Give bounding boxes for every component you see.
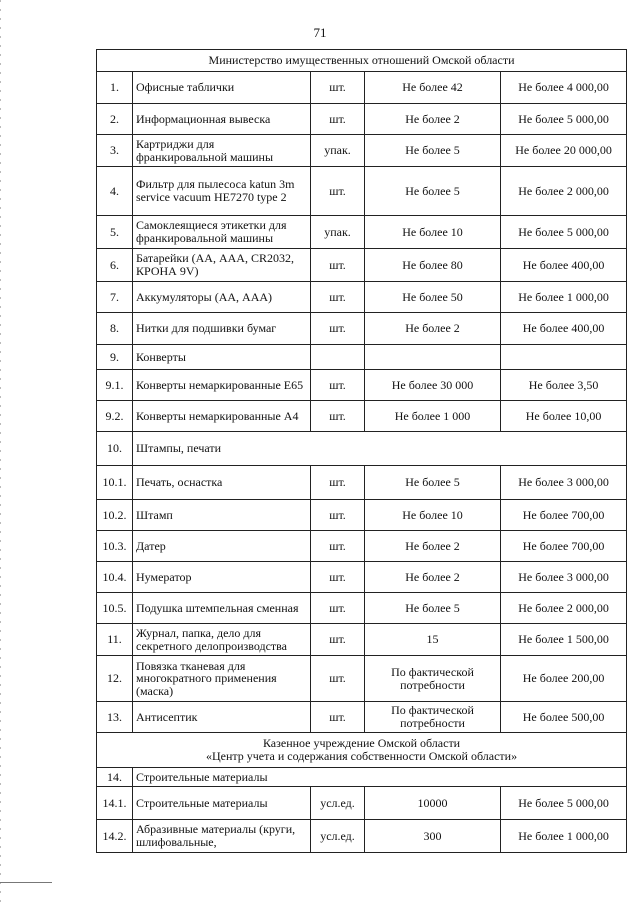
item-unit: шт.: [311, 282, 365, 313]
section-title-line: «Центр учета и содержания собственности Омской области»: [205, 749, 518, 763]
item-unit: упак.: [311, 216, 365, 249]
item-name: Подушка штемпельная сменная: [133, 593, 311, 624]
section-header-row: [97, 50, 627, 72]
item-unit: шт.: [311, 702, 365, 733]
table-row: [97, 216, 627, 249]
section-title: [97, 733, 627, 768]
table-row: [97, 345, 627, 370]
row-number: 6.: [97, 249, 133, 282]
subsection-title: Строительные материалы: [133, 768, 627, 787]
item-unit: усл.ед.: [311, 820, 365, 853]
item-unit: упак.: [311, 135, 365, 167]
item-price: Не более 700,00: [501, 531, 627, 562]
table-row: [97, 401, 627, 432]
item-quantity: Не более 5: [365, 135, 501, 167]
item-quantity: Не более 10: [365, 216, 501, 249]
table-row: [97, 820, 627, 853]
item-quantity: Не более 80: [365, 249, 501, 282]
item-price: Не более 3 000,00: [501, 562, 627, 593]
table-row: [97, 466, 627, 500]
subsection-title: Штампы, печати: [133, 432, 627, 466]
row-number: 10.5.: [97, 593, 133, 624]
item-price: Не более 4 000,00: [501, 72, 627, 104]
section-title: Министерство имущественных отношений Омской области: [97, 50, 627, 72]
table-row: [97, 72, 627, 104]
row-number: 9.1.: [97, 370, 133, 401]
section-header-row: [97, 733, 627, 768]
item-unit: усл.ед.: [311, 787, 365, 820]
item-price: Не более 5 000,00: [501, 216, 627, 249]
section-title-line: Казенное учреждение Омской области: [262, 736, 461, 751]
item-name: Картриджи для франкировальной машины: [133, 135, 311, 167]
item-name: Абразивные материалы (круги, шлифовальные,: [133, 820, 311, 853]
page-number: 71: [313, 25, 327, 40]
item-name: Антисептик: [133, 702, 311, 733]
table-row: [97, 135, 627, 167]
item-quantity: Не более 30 000: [365, 370, 501, 401]
item-price: Не более 400,00: [501, 313, 627, 345]
item-price: Не более 10,00: [501, 401, 627, 432]
item-unit: шт.: [311, 72, 365, 104]
row-number: 10.1.: [97, 466, 133, 500]
table-row: [97, 702, 627, 733]
scan-edge-mark: [0, 0, 1, 905]
item-name: Штамп: [133, 500, 311, 531]
row-number: 14.2.: [97, 820, 133, 853]
table-row: [97, 531, 627, 562]
row-number: 12.: [97, 656, 133, 702]
table-row: [97, 768, 627, 787]
item-name: Аккумуляторы (АА, ААА): [133, 282, 311, 313]
row-number: 10.3.: [97, 531, 133, 562]
table-row: [97, 562, 627, 593]
row-number: 9.: [97, 345, 133, 370]
item-quantity: Не более 50: [365, 282, 501, 313]
item-unit: шт.: [311, 466, 365, 500]
row-number: 2.: [97, 104, 133, 135]
item-quantity: Не более 2: [365, 313, 501, 345]
procurement-table: [96, 49, 627, 853]
item-price: Не более 400,00: [501, 249, 627, 282]
item-name: Конверты немаркированные А4: [133, 401, 311, 432]
row-number: 10.4.: [97, 562, 133, 593]
item-price: [501, 345, 627, 370]
item-price: Не более 2 000,00: [501, 167, 627, 216]
table-body: [97, 50, 627, 853]
row-number: 14.1.: [97, 787, 133, 820]
row-number: 7.: [97, 282, 133, 313]
row-number: 11.: [97, 624, 133, 656]
item-price: Не более 1 000,00: [501, 282, 627, 313]
item-unit: шт.: [311, 562, 365, 593]
item-quantity: Не более 5: [365, 466, 501, 500]
item-price: Не более 20 000,00: [501, 135, 627, 167]
item-unit: шт.: [311, 624, 365, 656]
item-price: Не более 3,50: [501, 370, 627, 401]
item-quantity: По фактической потребности: [365, 702, 501, 733]
table-row: [97, 500, 627, 531]
item-unit: шт.: [311, 167, 365, 216]
table-row: [97, 282, 627, 313]
row-number: 1.: [97, 72, 133, 104]
table-row: [97, 370, 627, 401]
row-number: 4.: [97, 167, 133, 216]
row-number: 3.: [97, 135, 133, 167]
item-price: Не более 5 000,00: [501, 104, 627, 135]
item-unit: шт.: [311, 593, 365, 624]
item-quantity: 10000: [365, 787, 501, 820]
table-row: [97, 313, 627, 345]
item-quantity: 300: [365, 820, 501, 853]
table-row: [97, 432, 627, 466]
row-number: 8.: [97, 313, 133, 345]
item-quantity: Не более 5: [365, 167, 501, 216]
table-row: [97, 249, 627, 282]
item-name: Информационная вывеска: [133, 104, 311, 135]
item-name: Фильтр для пылесоса katun 3m service vacuum HE7270 type 2: [133, 167, 311, 216]
item-unit: шт.: [311, 500, 365, 531]
row-number: 5.: [97, 216, 133, 249]
item-quantity: Не более 2: [365, 531, 501, 562]
scan-bottom-mark: [0, 882, 52, 883]
item-price: Не более 500,00: [501, 702, 627, 733]
item-name: Повязка тканевая для многократного применения (маска): [133, 656, 311, 702]
item-quantity: По фактической потребности: [365, 656, 501, 702]
item-quantity: Не более 2: [365, 104, 501, 135]
item-unit: шт.: [311, 656, 365, 702]
item-price: Не более 5 000,00: [501, 787, 627, 820]
item-name: Нитки для подшивки бумаг: [133, 313, 311, 345]
item-name: Нумератор: [133, 562, 311, 593]
item-name: Конверты немаркированные Е65: [133, 370, 311, 401]
item-name: Батарейки (АА, ААА, CR2032, КРОНА 9V): [133, 249, 311, 282]
item-quantity: Не более 1 000: [365, 401, 501, 432]
item-quantity: [365, 345, 501, 370]
item-unit: шт.: [311, 531, 365, 562]
item-name: Строительные материалы: [133, 787, 311, 820]
item-price: Не более 3 000,00: [501, 466, 627, 500]
item-unit: шт.: [311, 313, 365, 345]
item-name: Офисные таблички: [133, 72, 311, 104]
row-number: 14.: [97, 768, 133, 787]
item-price: Не более 200,00: [501, 656, 627, 702]
item-name: Журнал, папка, дело для секретного делопроизводства: [133, 624, 311, 656]
item-price: Не более 2 000,00: [501, 593, 627, 624]
table-row: [97, 167, 627, 216]
item-quantity: 15: [365, 624, 501, 656]
row-number: 10.: [97, 432, 133, 466]
item-quantity: Не более 2: [365, 562, 501, 593]
item-name: Датер: [133, 531, 311, 562]
table-row: [97, 787, 627, 820]
item-price: Не более 1 500,00: [501, 624, 627, 656]
item-name: Самоклеящиеся этикетки для франкировальной машины: [133, 216, 311, 249]
row-number: 13.: [97, 702, 133, 733]
item-price: Не более 700,00: [501, 500, 627, 531]
item-quantity: Не более 42: [365, 72, 501, 104]
item-unit: шт.: [311, 249, 365, 282]
item-name: Конверты: [133, 345, 311, 370]
table-row: [97, 656, 627, 702]
item-name: Печать, оснастка: [133, 466, 311, 500]
row-number: 9.2.: [97, 401, 133, 432]
item-price: Не более 1 000,00: [501, 820, 627, 853]
row-number: 10.2.: [97, 500, 133, 531]
table-row: [97, 624, 627, 656]
item-quantity: Не более 10: [365, 500, 501, 531]
table-row: [97, 593, 627, 624]
item-quantity: Не более 5: [365, 593, 501, 624]
item-unit: шт.: [311, 370, 365, 401]
table-row: [97, 104, 627, 135]
item-unit: шт.: [311, 104, 365, 135]
item-unit: шт.: [311, 401, 365, 432]
item-unit: [311, 345, 365, 370]
